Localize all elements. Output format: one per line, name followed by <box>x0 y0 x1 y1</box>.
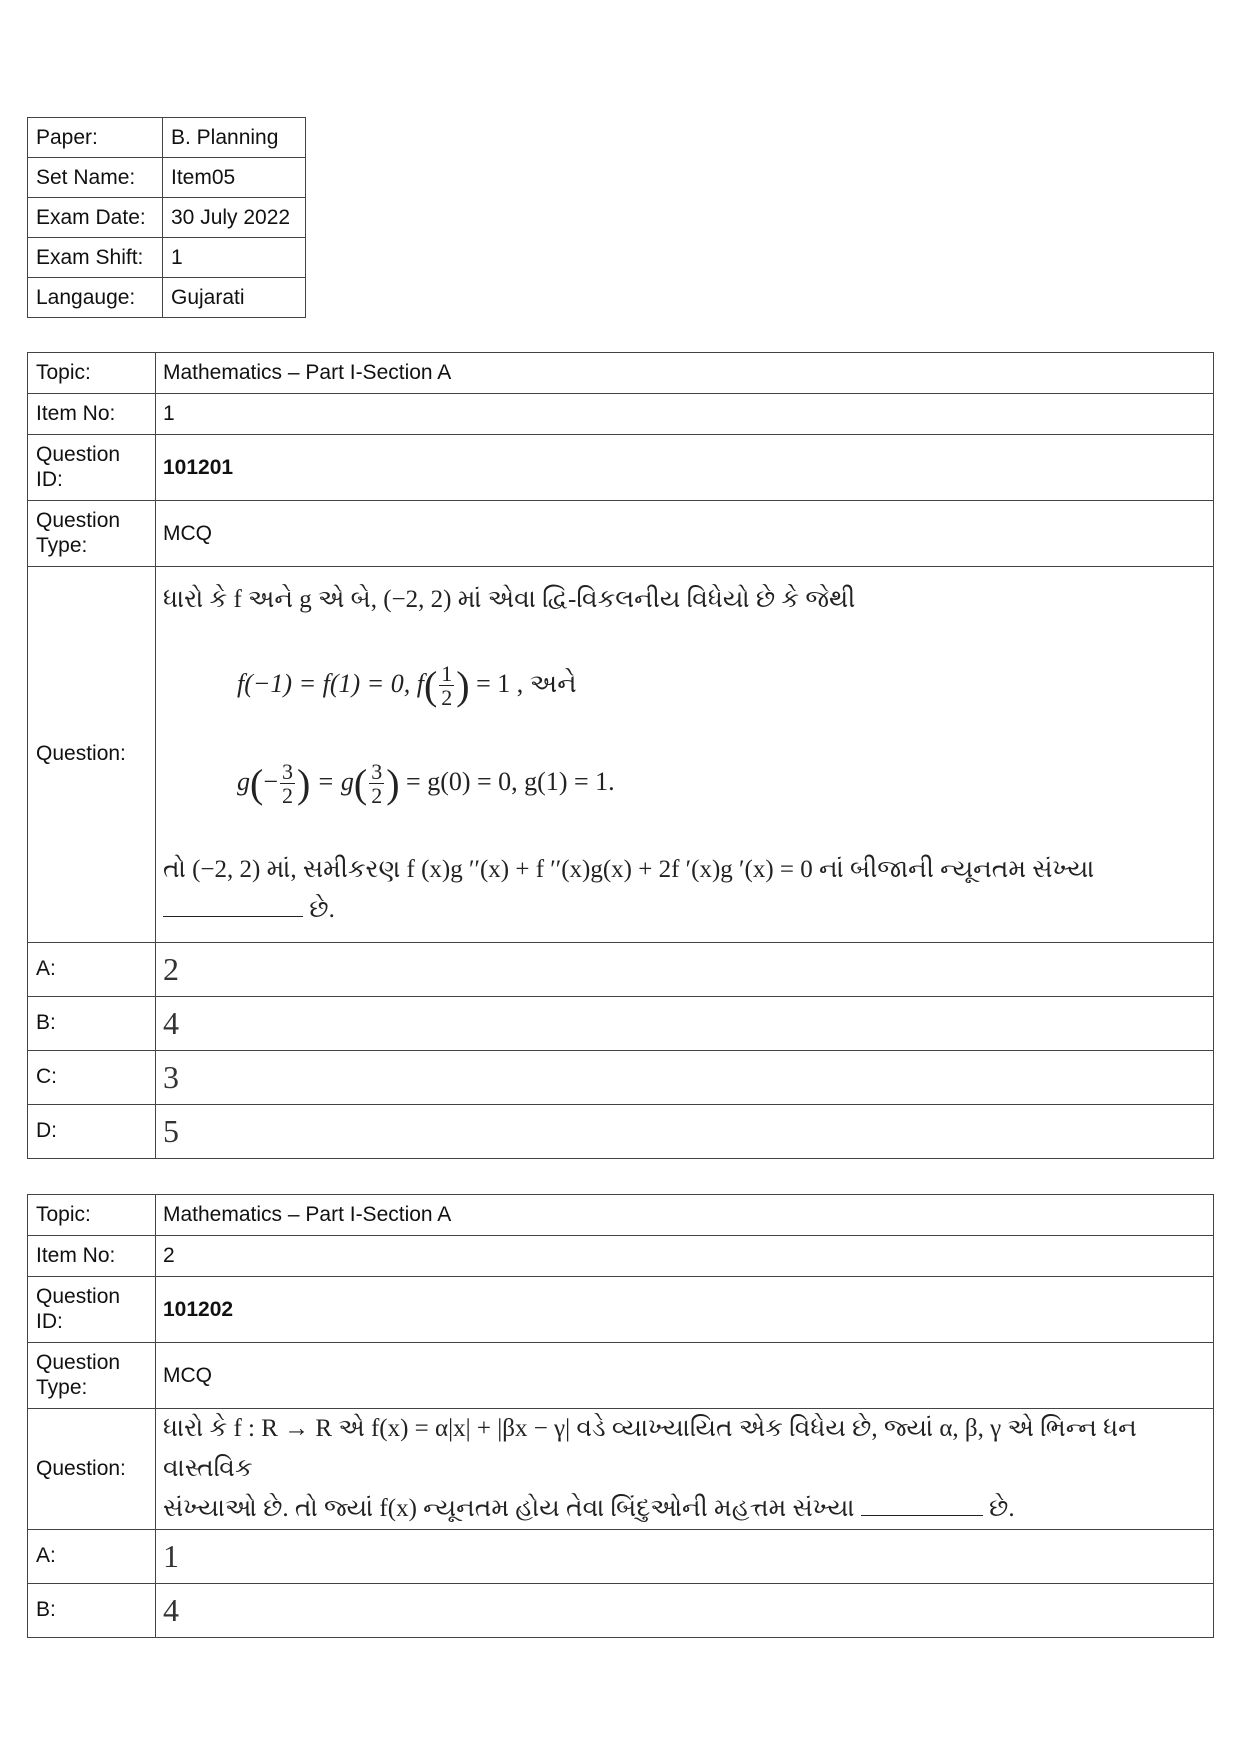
q1-eq1-num: 1 <box>441 660 453 686</box>
meta-value: 1 <box>163 238 306 278</box>
item-no-label: Item No: <box>28 1236 156 1277</box>
meta-row-paper <box>28 118 306 158</box>
q1-item-no: 1 <box>156 394 1214 435</box>
q1-question-body <box>156 567 1214 943</box>
q1-option-a-row <box>28 943 1214 997</box>
question-1-table <box>27 352 1214 1159</box>
q1-eq2-num2: 3 <box>371 758 383 784</box>
option-a-label: A: <box>28 1530 156 1584</box>
q2-question-line2: સંખ્યાઓ છે. તો જ્યાં f(x) ન્યૂનતમ હોય તેવા બિંદુઓની મહત્તમ સંખ્યા <box>163 1495 855 1522</box>
q1-eq2-num1: 3 <box>282 758 293 784</box>
q1-option-d-row <box>28 1105 1214 1159</box>
question-id-label: Question ID: <box>28 1277 156 1343</box>
q2-option-b-row <box>28 1584 1214 1638</box>
q1-eq1-den: 2 <box>441 685 453 710</box>
meta-value: 30 July 2022 <box>163 198 306 238</box>
meta-label: Paper: <box>28 118 163 158</box>
q2-item-no: 2 <box>156 1236 1214 1277</box>
q1-option-b: 4 <box>156 997 1214 1051</box>
q1-topic: Mathematics – Part I-Section A <box>156 353 1214 394</box>
q2-option-b: 4 <box>156 1584 1214 1638</box>
meta-label: Exam Shift: <box>28 238 163 278</box>
q1-eq1-right: = 1 , અને <box>476 668 577 698</box>
q2-type-row <box>28 1343 1214 1409</box>
q2-question-line2-end: છે. <box>989 1495 1015 1522</box>
meta-label: Set Name: <box>28 158 163 198</box>
q1-question-type: MCQ <box>156 501 1214 567</box>
exam-meta-table <box>27 117 306 318</box>
topic-label: Topic: <box>28 1195 156 1236</box>
q1-equation-1: f(−1) = f(1) = 0, f( $\frac{1}{2}$ ) = 1 , અને <box>237 660 577 710</box>
q2-topic-row <box>28 1195 1214 1236</box>
question-type-label: Question Type: <box>28 1343 156 1409</box>
meta-value: B. Planning <box>163 118 306 158</box>
q2-option-a: 1 <box>156 1530 1214 1584</box>
q2-question-type: MCQ <box>156 1343 1214 1409</box>
topic-label: Topic: <box>28 353 156 394</box>
q1-topic-row <box>28 353 1214 394</box>
q1-eq2-right: = g(0) = 0, g(1) = 1. <box>406 766 615 796</box>
meta-value: Gujarati <box>163 278 306 318</box>
q1-option-b-row <box>28 997 1214 1051</box>
q2-option-a-row <box>28 1530 1214 1584</box>
q1-type-row <box>28 501 1214 567</box>
q2-question-line2-wrap <box>163 1489 1205 1529</box>
meta-row-set-name <box>28 158 306 198</box>
option-c-label: C: <box>28 1051 156 1105</box>
answer-blank <box>861 1497 983 1516</box>
q1-item-row <box>28 394 1214 435</box>
q1-equation-2: g(− $\frac{3}{2}$ ) = g( $\frac{3}{2}$ ) = g(0) = 0, g(1) = 1. <box>237 758 615 808</box>
question-2-table <box>27 1194 1214 1638</box>
q1-eq2-den1: 2 <box>282 783 293 808</box>
item-no-label: Item No: <box>28 394 156 435</box>
q1-question-line-last: તો (−2, 2) માં, સમીકરણ f (x)g ′′(x) + f ′′(x)g(x) + 2f ′(x)g ′(x) = 0 નાં બીજાની ન્યૂનતમ સંખ્યા <box>163 855 1095 883</box>
q2-question-line1: ધારો કે f : R → R એ f(x) = α|x| + |βx − γ| વડે વ્યાખ્યાયિત એક વિધેય છે, જ્યાં α, β, γ એ ભિન્ન ધન વાસ્તવિક <box>163 1415 1137 1482</box>
q1-question-line-end: છે. <box>309 895 335 923</box>
q1-option-a: 2 <box>156 943 1214 997</box>
meta-label: Langauge: <box>28 278 163 318</box>
q2-id-row <box>28 1277 1214 1343</box>
q1-eq2-den2: 2 <box>371 783 383 808</box>
meta-row-exam-date <box>28 198 306 238</box>
meta-row-language <box>28 278 306 318</box>
question-label: Question: <box>28 1409 156 1530</box>
question-label: Question: <box>28 567 156 943</box>
meta-row-exam-shift <box>28 238 306 278</box>
option-b-label: B: <box>28 1584 156 1638</box>
question-id-label: Question ID: <box>28 435 156 501</box>
option-b-label: B: <box>28 997 156 1051</box>
q1-option-d: 5 <box>156 1105 1214 1159</box>
meta-value: Item05 <box>163 158 306 198</box>
question-type-label: Question Type: <box>28 501 156 567</box>
q1-question-id: 101201 <box>156 435 1214 501</box>
option-a-label: A: <box>28 943 156 997</box>
meta-label: Exam Date: <box>28 198 163 238</box>
q1-eq2-g: g <box>237 766 250 796</box>
q1-option-c-row <box>28 1051 1214 1105</box>
q1-question-row <box>28 567 1214 943</box>
q1-eq2-mid: = g <box>316 766 354 796</box>
answer-blank <box>163 898 303 917</box>
q2-topic: Mathematics – Part I-Section A <box>156 1195 1214 1236</box>
q2-question-row <box>28 1409 1214 1530</box>
q1-id-row <box>28 435 1214 501</box>
q1-question-line-end-wrap <box>163 890 1205 930</box>
q2-item-row <box>28 1236 1214 1277</box>
q2-question-body <box>156 1409 1214 1530</box>
q1-eq1-left: f(−1) = f(1) = 0, f <box>237 668 424 698</box>
option-d-label: D: <box>28 1105 156 1159</box>
q1-option-c: 3 <box>156 1051 1214 1105</box>
q1-question-line1: ધારો કે f અને g એ બે, (−2, 2) માં એવા દ્વિ-વિકલનીય વિધેયો છે કે જેથી <box>163 585 856 613</box>
q2-question-id: 101202 <box>156 1277 1214 1343</box>
